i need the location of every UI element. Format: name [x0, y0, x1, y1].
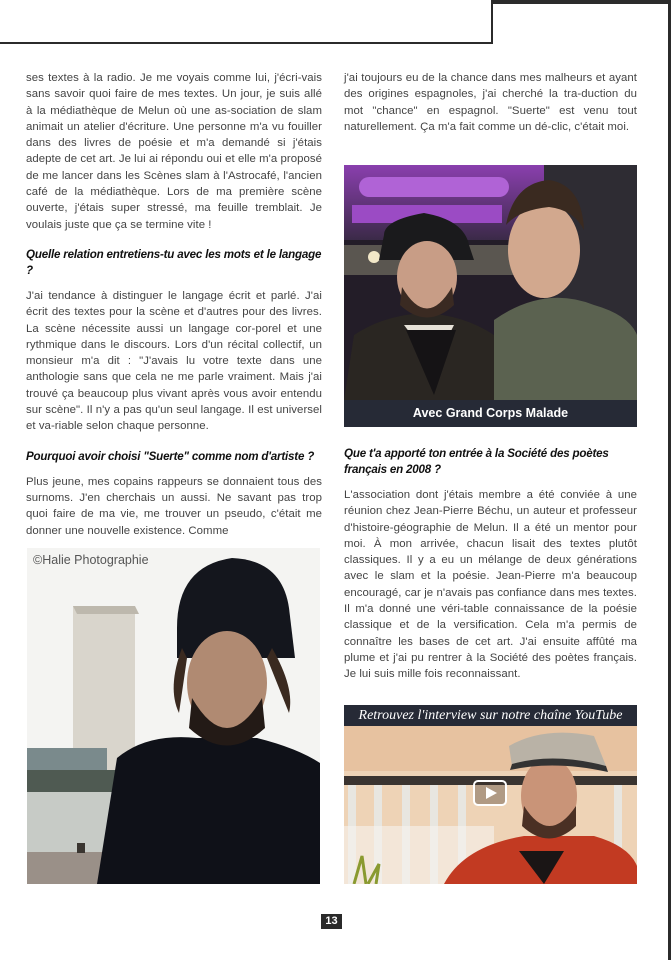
play-icon[interactable] — [473, 780, 507, 806]
paragraph: J'ai tendance à distinguer le langage écrit et parlé. J'ai écrit des textes pour la scène et d'autres pour des livres. La scène nécessite aussi un langage cor-porel et une rythmique dans le discours. Lors d'un récital collectif, un monsieur m'a dit : "J'avais lu votre texte dans une anthologie sans que cela ne me parle vraiment. Mais j'ai trouvé ça beaucoup plus vivant après vous avoir entendu sur scène". Il n'y a pas qu'un seul langage. Il est universel et va-riable selon chaque personne. — [26, 289, 322, 433]
paragraph: L'association dont j'étais membre a été conviée à une réunion chez Jean-Pierre Béchu, un auteur et professeur d'histoire-géographie de Melun. Il a été un mentor pour moi. À mon arrivée, chacun lisait des textes plutôt classiques. Il y a eu un mélange de deux générations avec le slam et la poésie. Jean-Pierre m'a beaucoup encouragé, car je n'avais pas confiance dans mes textes. Il m'a donné une véri-table connaissance de la poésie classique et de la versification. Cela m'a permis de connaître les bases de cet art. J'ai ensuite affûté ma plume et j'ai pu rentrer à la Société des poètes français. Je lui suis mille fois reconnaissant. — [344, 489, 637, 681]
question-heading: Que t'a apporté ton entrée à la Société des poètes français en 2008 ? — [344, 447, 609, 476]
duo-photo-illustration — [344, 165, 637, 400]
paragraph: ses textes à la radio. Je me voyais comme lui, j'écri-vais sans savoir quoi faire de mes textes. Un jour, je suis allé à la médiathèque de Melun où une as-sociation de slam animait un atelier d'écriture. Une personne m'a vu fouiller dans des livres de poésie et m'a demandé si j'étais adepte de cet art. Je lui ai répondu oui et elle m'a proposé de me lancer dans les Scènes slam à l'Astrocafé, l'ancien café de la médiathèque. Lors de ma première scène ouverte, j'étais super stressé, ma feuille tremblait. Je voulais juste que ça se termine vite ! — [26, 72, 322, 231]
page-number: 13 — [321, 914, 342, 929]
paragraph: Plus jeune, mes copains rappeurs se donnaient tous des surnoms. J'en cherchais un aussi. Ne savant pas trop quoi faire de ma vie, me trouver un pseudo, c'était me donner une nouvelle existence. Comme — [26, 475, 322, 537]
question-heading: Quelle relation entretiens-tu avec les mots et le langage ? — [26, 247, 322, 277]
header-box — [0, 0, 493, 44]
photo-caption: Avec Grand Corps Malade — [344, 400, 637, 427]
paragraph: j'ai toujours eu de la chance dans mes malheurs et ayant des origines espagnoles, j'ai cherché la tra-duction du mot "chance" en espagnol. "Suerte" est venu tout naturellement. Ça m'a fait comme un dé-clic, c'était moi. — [344, 72, 637, 133]
portrait-photo — [27, 548, 320, 884]
question-heading: Pourquoi avoir choisi "Suerte" comme nom d'artiste ? — [26, 449, 315, 463]
right-column-top — [344, 70, 637, 135]
youtube-banner[interactable]: Retrouvez l'interview sur notre chaîne YouTube — [344, 705, 637, 726]
right-column-bottom — [344, 438, 637, 683]
grand-corps-malade-photo — [344, 165, 637, 427]
left-column — [26, 70, 322, 539]
portrait-illustration — [27, 548, 320, 884]
photo-credit: ©Halie Photographie — [33, 553, 149, 567]
